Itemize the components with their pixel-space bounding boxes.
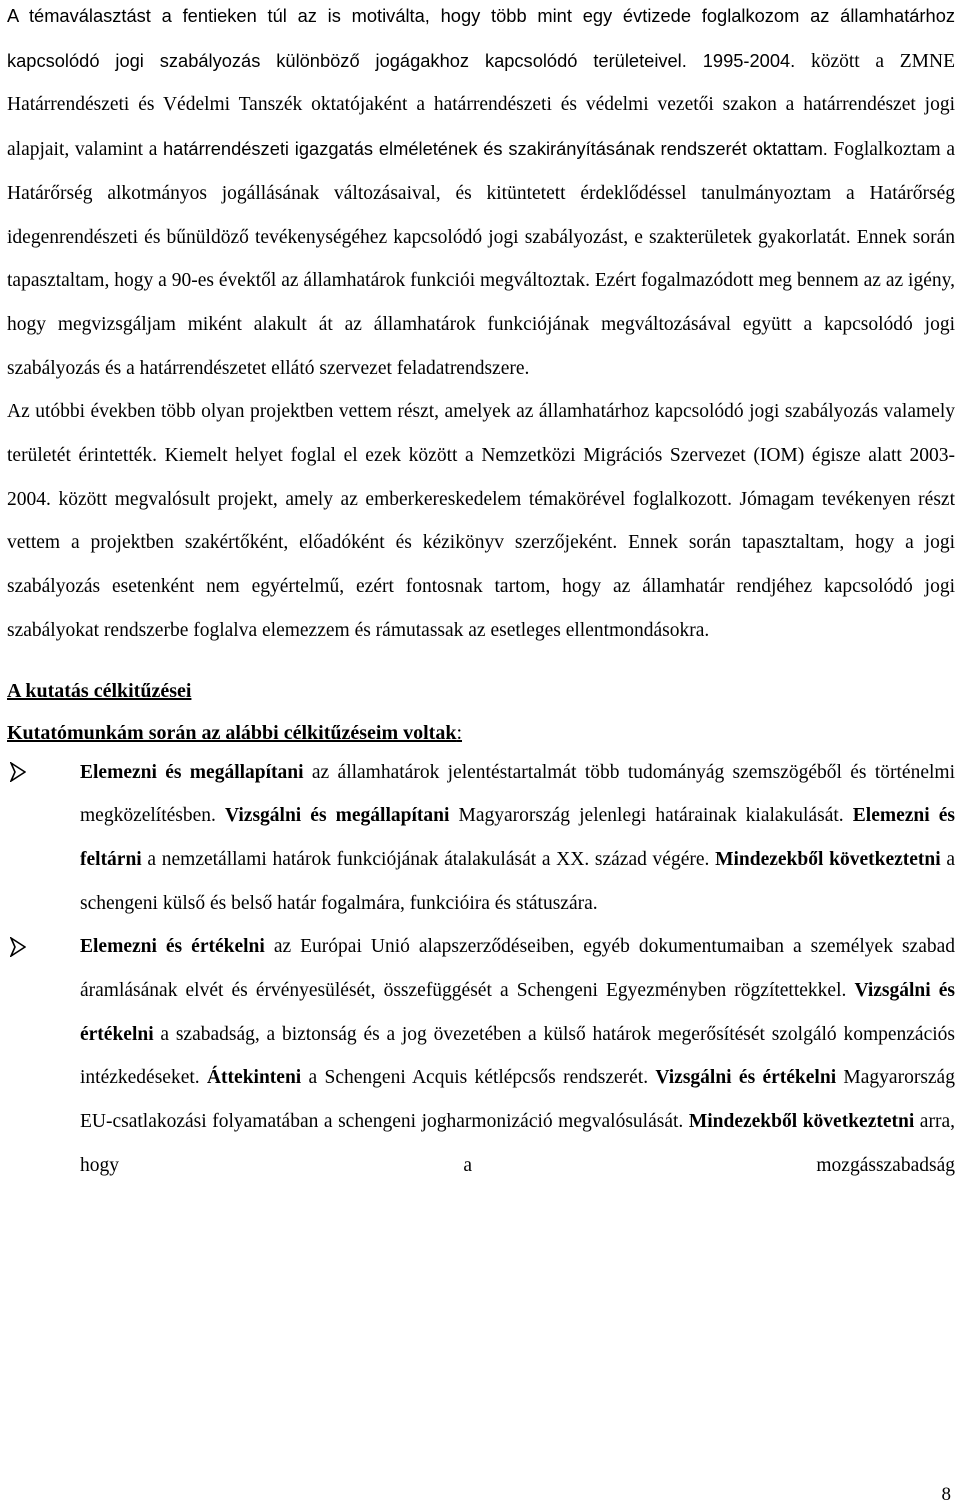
page-number: 8 — [941, 1484, 951, 1505]
subheading-goals-intro — [7, 719, 955, 747]
paragraph-motivation — [7, 0, 955, 390]
motivation-text: között a ZMNE Határrendészeti és Védelmi Tanszék oktatójaként a határrendészeti és védelmi vezetői szakon a határrendészet jogi alapjait, valamint a — [7, 50, 956, 161]
motivation-sans-text: A témaválasztást a fentieken túl az is motiválta, hogy több mint egy évtizede foglalkozom az államhatárhoz kapcsolódó jogi szabályozás különböző jogágakhoz kapcsolódó területeivel. 1995-2004. — [7, 5, 955, 71]
document-page — [7, 0, 955, 1188]
arrowhead-bullet-icon — [7, 751, 29, 795]
goals-list — [7, 751, 955, 1188]
subheading-colon: : — [456, 721, 463, 744]
goal-item-2 — [7, 925, 955, 1187]
goal-2-text: Elemezni és értékelni az Európai Unió alapszerződéseiben, egyéb dokumentumaiban a személyek szabad áramlásának elvét és érvényesülését, összefüggését a Schengeni Egyezményben rögzítettekkel. Vizsgálni és értékelni a szabadság, a biztonság és a jog övezetében a külső határok megerősítését szolgáló kompenzációs intézkedéseket. Áttekinteni a Schengeni Acquis kétlépcsős rendszerét. Vizsgálni és értékelni Magyarország EU-csatlakozási folyamatában a schengeni jogharmonizáció megvalósulását. Mindezekből következtetni arra, hogy a mozgásszabadság — [80, 936, 956, 1176]
subheading-goals-text: Kutatómunkám során az alábbi célkitűzéseim voltak — [7, 721, 457, 744]
motivation-text-2: Foglalkoztam a Határőrség alkotmányos jogállásának változásaival, és kitüntetett érdeklődéssel tanulmányoztam a Határőrség idegenrendészeti és bűnüldöző tevékenységéhez kapcsolódó jogi szabályozást, e szakterületek gyakorlatát. Ennek során tapasztaltam, hogy a 90-es évektől az államhatárok funkciói megváltoztak. Ezért fogalmazódott meg bennem az az igény, hogy megvizsgáljam miként alakult át az államhatárok funkciójának megváltozásával együtt a kapcsolódó jogi szabályozás és a határrendészetet ellátó szervezet feladatrendszere. — [7, 139, 955, 379]
section-heading-research-goals: A kutatás célkitűzései — [7, 679, 192, 702]
arrowhead-bullet-icon — [7, 925, 29, 969]
paragraph-projects: Az utóbbi években több olyan projektben vettem részt, amelyek az államhatárhoz kapcsolódó jogi szabályozás valamely területét érintették. Kiemelt helyet foglal el ezek között a Nemzetközi Migrációs Szervezet (IOM) égisze alatt 2003-2004. között megvalósult projekt, amely az emberkereskedelem témakörével foglalkozott. Jómagam tevékenyen részt vettem a projektben szakértőként, előadóként és kézikönyv szerzőjeként. Ennek során tapasztaltam, hogy a jogi szabályozás esetenként nem egyértelmű, ezért fontosnak tartom, hogy az államhatár rendjéhez kapcsolódó jogi szabályokat rendszerbe foglalva elemezzem és rámutassak az esetleges ellentmondásokra. — [7, 401, 955, 641]
goal-item-1 — [7, 751, 955, 926]
motivation-sans-text-2: határrendészeti igazgatás elméletének és szakirányításának rendszerét oktattam. — [162, 138, 828, 160]
goal-1-text: Elemezni és megállapítani az államhatárok jelentéstartalmát több tudományág szemszögéből és történelmi megközelítésben. Vizsgálni és megállapítani Magyarország jelenlegi határainak kialakulását. Elemezni és feltárni a nemzetállami határok funkciójának átalakulását a XX. század végére. Mindezekből következtetni a schengeni külső és belső határ fogalmára, funkcióira és státuszára. — [80, 761, 956, 914]
